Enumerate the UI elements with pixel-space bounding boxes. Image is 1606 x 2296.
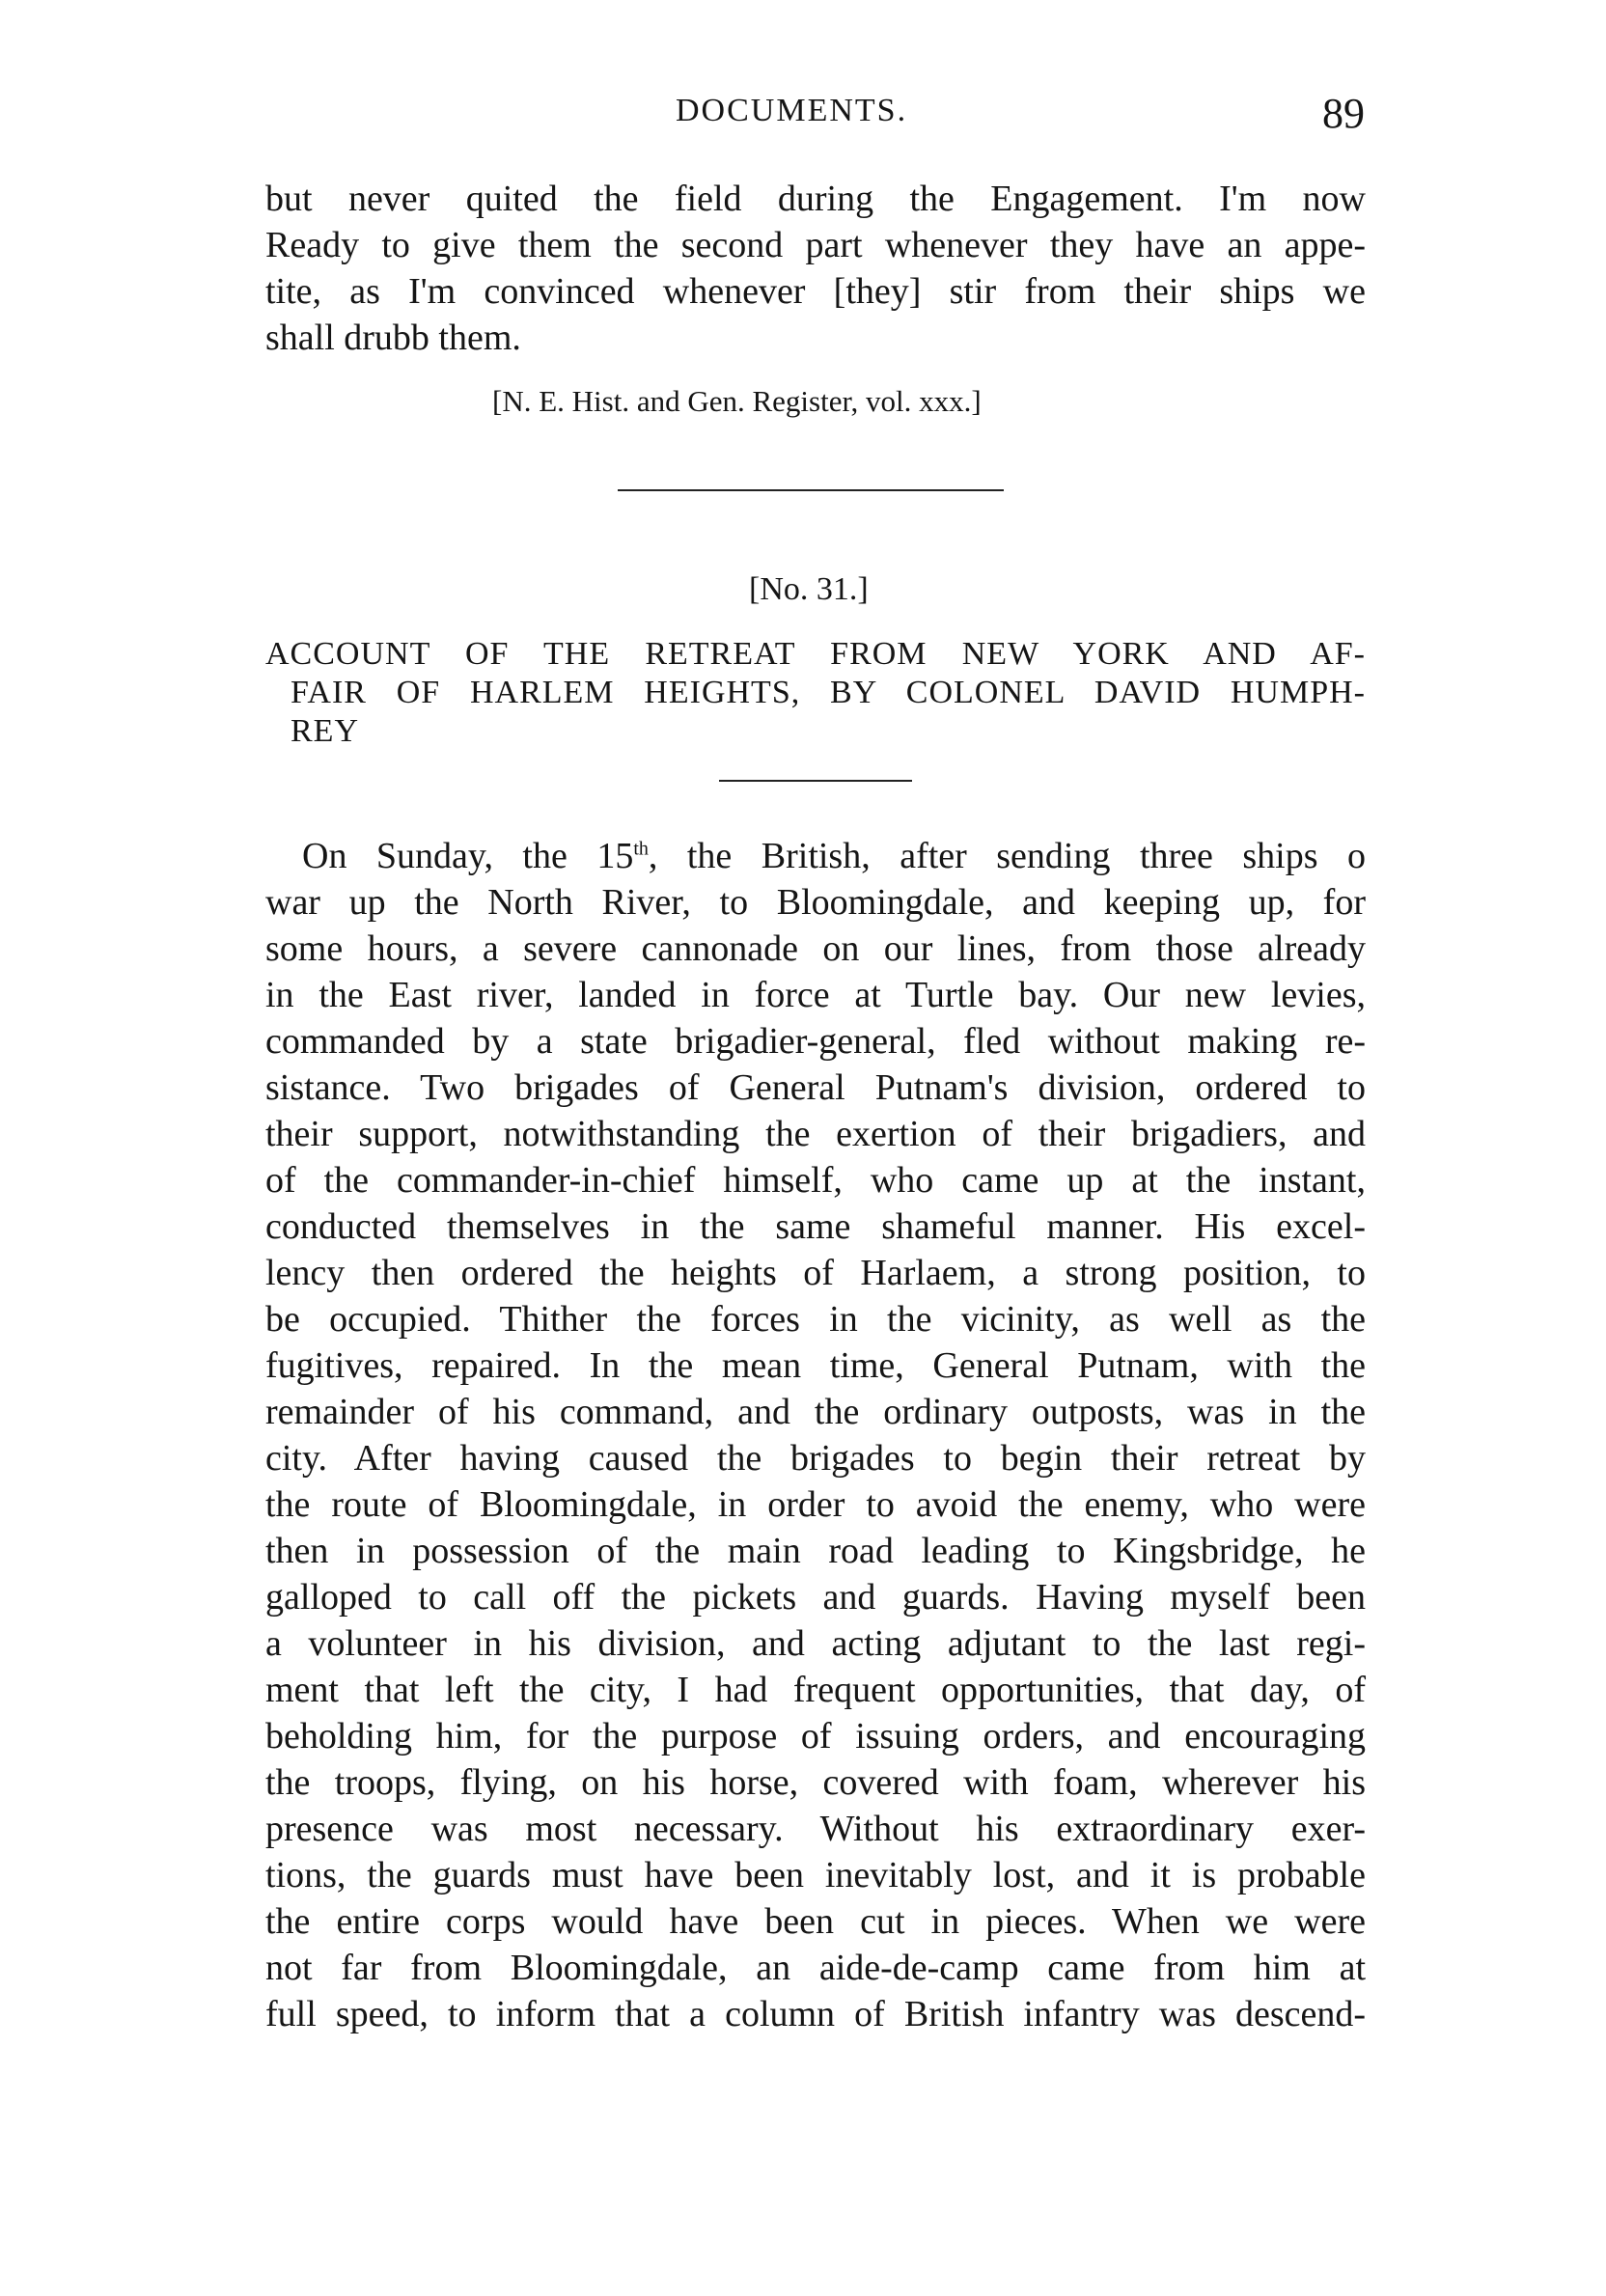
- text-line: some hours, a severe cannonade on our lines, from those already: [265, 928, 1366, 969]
- text-line: but never quited the field during the Engagement. I'm now: [265, 179, 1366, 219]
- ordinal-suffix: th: [633, 838, 649, 860]
- text-line: the entire corps would have been cut in pieces. When we were: [265, 1901, 1366, 1942]
- text-line: beholding him, for the purpose of issuing orders, and encouraging: [265, 1716, 1366, 1757]
- first-line-end: , the British, after sending three ships o: [648, 836, 1366, 876]
- source-citation: [N. E. Hist. and Gen. Register, vol. xxx.]: [492, 384, 982, 418]
- text-line: tions, the guards must have been inevitably lost, and it is probable: [265, 1855, 1366, 1895]
- title-line: ACCOUNT OF THE RETREAT FROM NEW YORK AND AF-: [265, 636, 1366, 672]
- text-line: be occupied. Thither the forces in the vicinity, as well as the: [265, 1299, 1366, 1340]
- text-line: galloped to call off the pickets and guards. Having myself been: [265, 1577, 1366, 1618]
- text-line: the troops, flying, on his horse, covered with foam, wherever his: [265, 1762, 1366, 1803]
- text-line: not far from Bloomingdale, an aide-de-camp came from him at: [265, 1948, 1366, 1988]
- text-line: presence was most necessary. Without his extraordinary exer-: [265, 1809, 1366, 1849]
- text-line: commanded by a state brigadier-general, fled without making re-: [265, 1021, 1366, 1062]
- text-line: lency then ordered the heights of Harlaem, a strong position, to: [265, 1253, 1366, 1293]
- document-title: [265, 635, 1366, 751]
- running-head: DOCUMENTS.: [676, 93, 908, 128]
- text-line: then in possession of the main road leading to Kingsbridge, he: [265, 1531, 1366, 1571]
- title-line: REY: [291, 713, 359, 749]
- text-line: city. After having caused the brigades to begin their retreat by: [265, 1438, 1366, 1479]
- text-line: remainder of his command, and the ordinary outposts, was in the: [265, 1392, 1366, 1432]
- page-header: [0, 89, 1606, 137]
- text-line: conducted themselves in the same shameful manner. His excel-: [265, 1206, 1366, 1247]
- text-line: ment that left the city, I had frequent opportunities, that day, of: [265, 1670, 1366, 1710]
- text-line: shall drubb them.: [265, 318, 521, 358]
- page-number: 89: [1322, 90, 1365, 137]
- section-divider: [618, 489, 1004, 491]
- text-line: in the East river, landed in force at Turtle bay. Our new levies,: [265, 975, 1366, 1015]
- text-line: Ready to give them the second part whenever they have an appe-: [265, 225, 1366, 265]
- text-line: the route of Bloomingdale, in order to avoid the enemy, who were: [265, 1484, 1366, 1525]
- text-line: full speed, to inform that a column of British infantry was descend-: [265, 1994, 1366, 2034]
- document-number: [No. 31.]: [749, 571, 869, 607]
- first-line-start: On Sunday, the 15: [302, 836, 634, 876]
- text-line: sistance. Two brigades of General Putnam's division, ordered to: [265, 1067, 1366, 1108]
- text-line: of the commander-in-chief himself, who came up at the instant,: [265, 1160, 1366, 1201]
- text-line: war up the North River, to Bloomingdale, and keeping up, for: [265, 882, 1366, 923]
- text-line: [265, 833, 1366, 879]
- text-line: a volunteer in his division, and acting adjutant to the last regi-: [265, 1623, 1366, 1664]
- title-divider: [719, 780, 912, 782]
- text-line: fugitives, repaired. In the mean time, General Putnam, with the: [265, 1345, 1366, 1386]
- text-line: tite, as I'm convinced whenever [they] stir from their ships we: [265, 271, 1366, 312]
- title-line: FAIR OF HARLEM HEIGHTS, BY COLONEL DAVID HUMPH-: [291, 675, 1366, 710]
- document-body: [265, 833, 1366, 2037]
- text-line: their support, notwithstanding the exertion of their brigadiers, and: [265, 1114, 1366, 1154]
- previous-document-text: [265, 176, 1366, 361]
